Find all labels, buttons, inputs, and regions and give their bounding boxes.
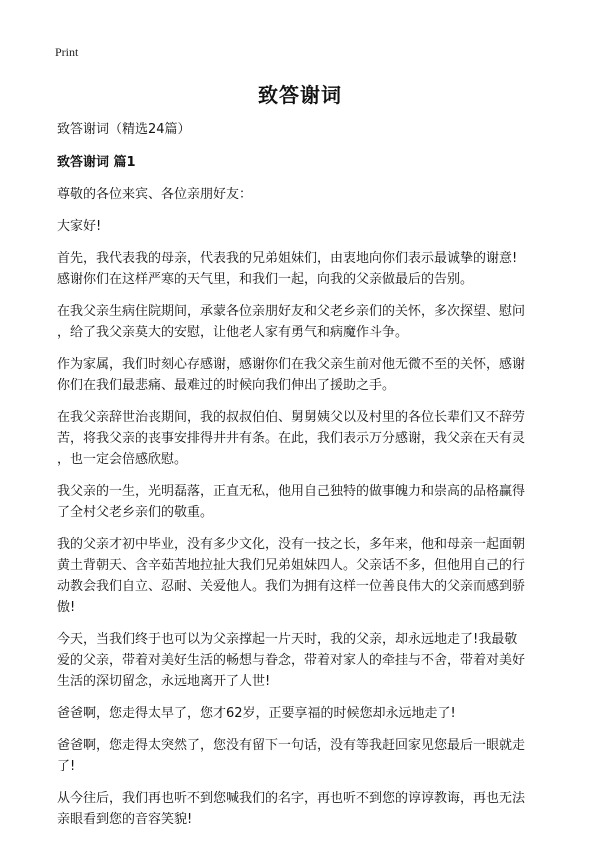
paragraph-line: 黄土背朝天、含辛茹苦地拉扯大我们兄弟姐妹四人。父亲话不多，但他用自己的行	[57, 558, 526, 573]
paragraph-life	[57, 482, 547, 523]
paragraph-greeting	[57, 217, 547, 237]
paragraph-line: 了全村父老乡亲们的敬重。	[57, 505, 214, 520]
print-link[interactable]: Print	[55, 45, 79, 59]
paragraph-too-sudden	[57, 736, 547, 777]
paragraph-funeral	[57, 408, 547, 470]
section-heading: 致答谢词 篇1	[57, 155, 136, 170]
paragraph-line: 爸爸啊，您走得太突然了，您没有留下一句话，没有等我赶回家见您最后一眼就走	[57, 738, 526, 753]
paragraph-line: 动教会我们自立、忍耐、关爱他人。我们为拥有这样一位善良伟大的父亲而感到骄	[57, 579, 526, 594]
paragraph-line: 爸爸啊，您走得太早了，您才62岁，正要享福的时候您却永远地走了!	[57, 706, 456, 721]
paragraph-line: 今天，当我们终于也可以为父亲撑起一片天时，我的父亲，却永远地走了!我最敬	[57, 632, 518, 647]
paragraph-line: 首先，我代表我的母亲，代表我的兄弟姐妹们，由衷地向你们表示最诚挚的谢意!	[57, 251, 518, 266]
paragraph-character	[57, 535, 547, 618]
paragraph-line: 你们在我们最悲痛、最难过的时候向我们伸出了援助之手。	[57, 378, 396, 393]
paragraph-line: 尊敬的各位来宾、各位亲朋好友：	[57, 187, 253, 202]
paragraph-hospital	[57, 302, 547, 343]
paragraph-line: 生活的深切留念，永远地离开了人世!	[57, 674, 271, 689]
paragraph-family	[57, 355, 547, 396]
paragraph-from-now-on	[57, 789, 547, 830]
paragraph-today	[57, 630, 547, 692]
paragraph-line: 大家好!	[57, 219, 102, 234]
paragraph-line: 我父亲的一生，光明磊落，正直无私，他用自己独特的做事魄力和崇高的品格赢得	[57, 484, 526, 499]
paragraph-line: 亲眼看到您的音容笑貌!	[57, 812, 193, 827]
page-title: 致答谢词	[258, 83, 342, 107]
paragraph-line: 傲!	[57, 600, 76, 615]
paragraph-too-early	[57, 704, 547, 724]
paragraph-line: 在我父亲辞世治丧期间，我的叔叔伯伯、舅舅姨父以及村里的各位长辈们又不辞劳	[57, 410, 526, 425]
paragraph-line: 感谢你们在这样严寒的天气里，和我们一起，向我的父亲做最后的告别。	[57, 272, 474, 287]
paragraph-line: 爱的父亲，带着对美好生活的畅想与眷念，带着对家人的牵挂与不舍，带着对美好	[57, 653, 526, 668]
document-body	[57, 120, 547, 842]
paragraph-line: 作为家属，我们时刻心存感谢，感谢你们在我父亲生前对他无微不至的关怀，感谢	[57, 357, 526, 372]
paragraph-line: 我的父亲才初中毕业，没有多少文化，没有一技之长，多年来，他和母亲一起面朝	[57, 537, 526, 552]
paragraph-line: ，也一定会倍感欣慰。	[57, 452, 188, 467]
paragraph-line: 从今往后，我们再也听不到您喊我们的名字，再也听不到您的谆谆教诲，再也无法	[57, 791, 526, 806]
paragraph-greeting-address	[57, 185, 547, 205]
paragraph-line: 在我父亲生病住院期间，承蒙各位亲朋好友和父老乡亲们的关怀，多次探望、慰问	[57, 304, 526, 319]
paragraph-line: ，给了我父亲莫大的安慰，让他老人家有勇气和病魔作斗争。	[57, 325, 409, 340]
document-subtitle: 致答谢词（精选24篇）	[57, 122, 191, 137]
paragraph-line: 苦，将我父亲的丧事安排得井井有条。在此，我们表示万分感谢，我父亲在天有灵	[57, 431, 526, 446]
paragraph-line: 了!	[57, 759, 76, 774]
paragraph-thanks	[57, 249, 547, 290]
